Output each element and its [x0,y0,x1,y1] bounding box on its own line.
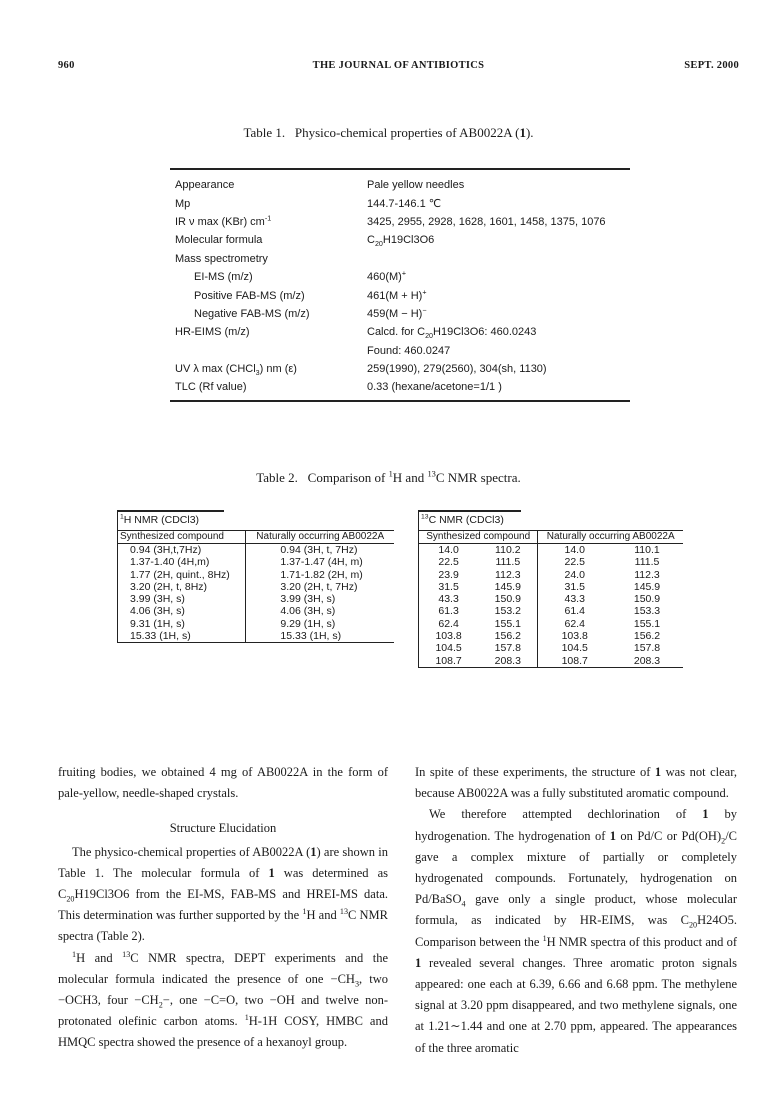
h-natural-cell: 4.06 (3H, s) [280,605,336,618]
c-natural-cell: 103.8 [561,630,588,643]
c-synth-cell: 156.2 [478,630,538,642]
h-synth-cell: 3.99 (3H, s) [118,593,246,605]
table1-row [170,342,630,360]
h-natural-cell: 1.71-1.82 (2H, m) [280,568,363,581]
h-natural-cell: 3.20 (2H, t, 7Hz) [280,580,358,593]
c-nmr-row [419,544,684,557]
c-synth-cell: 153.2 [478,605,538,617]
c-synth-cell: 108.7 [419,655,479,668]
table1-row [170,176,630,194]
c-synth-cell: 43.3 [419,593,479,605]
c-natural-cell: 150.9 [633,593,661,606]
c-natural-cell: 61.4 [564,605,585,618]
table1-property: TLC (Rf value) [175,381,247,394]
c-nmr-row [419,655,684,668]
c-col-synth: Synthesized compound [419,531,538,544]
right-column [415,762,737,1059]
c-natural-cell: 145.9 [633,580,661,593]
c-nmr-row [419,630,684,642]
c-nmr-row [419,556,684,568]
table1-value: Found: 460.0247 [367,344,451,357]
table1-row [170,360,630,378]
c-synth-cell: 111.5 [478,556,538,568]
issue-date: SEPT. 2000 [684,60,739,71]
c-natural-cell: 112.3 [634,568,660,581]
c-synth-cell: 14.0 [419,544,479,557]
c-synth-cell: 145.9 [478,581,538,593]
h-natural-cell: 9.29 (1H, s) [280,617,336,630]
c-natural-cell: 24.0 [564,568,585,581]
c-nmr-title: $^{13}$C NMR (CDCl3) [418,510,521,530]
right-paragraph-2: We therefore attempted dechlorination of 1 by hydrogenation. The hydrogenation of 1 on Pd/C or $Pd(OH)_2/C$ gave a complex mixture of partially or completely hydrogenated compounds. Fortunately, hydrogenation on Pd/BaSO$_4$ gave only a single product, whose molecular formula, as indicated by HR-EIMS, was $C_{20}H24O5$. Comparison between the $^1$H NMR spectra of this product and of 1 revealed several changes. Three aromatic proton signals appeared: one each at 6.39, 6.66 and 6.68 ppm. The methylene signal at 3.20 ppm disappeared, and two methylene signals, one at 1.21∼1.44 and one at 2.70 ppm, appeared. The appearances of the three aromatic [415,807,737,1055]
h-synth-cell: 4.06 (3H, s) [118,605,246,617]
left-paragraph-3: $^1$H and $^{13}$C NMR spectra, DEPT experiments and the molecular formula indicated the presence of one $-CH_3$, two −OCH3, four $-CH_2-$, one −C=O, two −OH and twelve non-protonated olefinic carbon atoms. $^1$H-1H COSY, HMBC and HMQC spectra showed the presence of a hexanoyl group. [58,949,388,1050]
h-synth-cell: 0.94 (3H,t,7Hz) [118,544,246,557]
c-synth-cell: 61.3 [419,605,479,617]
c-natural-cell: 111.5 [634,556,660,569]
c-nmr-row [419,605,684,617]
c-natural-cell: 110.1 [634,544,660,556]
h-synth-cell: 1.77 (2H, quint., 8Hz) [118,569,246,581]
h-col-synth: Synthesized compound [118,531,246,544]
table1-value: 461(M + H)+ [367,287,427,302]
c-synth-cell: 110.2 [478,544,538,557]
c-natural-cell: 208.3 [611,655,683,668]
table1-property: EI-MS (m/z) [194,271,253,284]
c-natural-cell: 22.5 [564,556,585,569]
c-synth-cell: 31.5 [419,581,479,593]
table1-property: UV λ max (CHCl$_3$) nm (ε) [175,363,297,378]
c-synth-cell: 112.3 [478,569,538,581]
table1-property: IR ν max (KBr) $cm^{-1}$ [175,214,272,228]
c-natural-cell: 157.8 [633,642,661,655]
table1-value: 144.7-146.1 ℃ [367,198,442,211]
table1-property: Mp [175,197,191,210]
table2-13c-nmr [418,510,683,668]
table1-row [170,194,630,212]
section-heading: Structure Elucidation [169,821,277,836]
table1-value: Calcd. for $C_{20}H19Cl3O6$: 460.0243 [367,326,537,341]
c-natural-cell: 43.3 [564,593,585,606]
table1-property: HR-EIMS (m/z) [175,326,250,339]
h-synth-cell: 9.31 (1H, s) [118,618,246,630]
page-number: 960 [58,60,75,71]
c-natural-cell: 155.1 [633,617,661,630]
table1-value: 259(1990), 279(2560), 304(sh, 1130) [367,363,547,376]
c-natural-cell: 153.3 [633,605,661,618]
table1-property: Positive FAB-MS (m/z) [194,289,305,302]
table1-property: Molecular formula [175,234,263,247]
table1-row [170,213,630,231]
c-synth-cell: 208.3 [478,655,538,668]
c-natural-cell: 156.2 [633,630,661,643]
table1-value: Pale yellow needles [367,179,465,192]
c-synth-cell: 104.5 [419,642,479,654]
h-nmr-row [118,569,395,581]
h-nmr-row [118,605,395,617]
c-nmr-row [419,618,684,630]
h-synth-cell: 3.20 (2H, t, 8Hz) [118,581,246,593]
c-natural-cell: 31.5 [564,580,585,593]
table1-property: Negative FAB-MS (m/z) [194,307,310,320]
c-natural-cell: 108.7 [538,655,611,668]
table1-value: 459(M − H)− [367,306,427,320]
table1-caption: Table 1. Physico-chemical properties of AB0022A (1). [243,125,534,140]
c-synth-cell: 62.4 [419,618,479,630]
c-col-natural: Naturally occurring AB0022A [538,531,683,544]
table1-value: $C_{20}H19Cl3O6$ [367,234,435,249]
h-nmr-row [118,630,395,643]
c-synth-cell: 150.9 [478,593,538,605]
c-natural-cell: 62.4 [564,617,585,630]
journal-title: THE JOURNAL OF ANTIBIOTICS [312,60,485,71]
c-synth-cell: 22.5 [419,556,479,568]
c-natural-cell: 14.0 [564,544,585,556]
table2-1h-nmr [117,510,394,643]
h-nmr-row [118,544,395,557]
table1-row [170,286,630,304]
h-synth-cell: 1.37-1.40 (4H,m) [118,556,246,568]
table1-row [170,305,630,323]
left-column [58,762,388,1054]
c-synth-cell: 155.1 [478,618,538,630]
h-natural-cell: 3.99 (3H, s) [280,593,336,606]
left-paragraph-2: The physico-chemical properties of AB0022A (1) are shown in Table 1. The molecular formula of 1 was determined as $C_{20}H19Cl3O6$ from the EI-MS, FAB-MS and HREI-MS data. This determination was further supported by the $^1$H and $^{13}$C NMR spectra (Table 2). [58,844,389,944]
table1-physicochemical-properties [170,168,630,402]
c-nmr-row [419,581,684,593]
table1-row [170,378,630,396]
h-nmr-title: $^1$H NMR (CDCl3) [117,510,224,530]
table1-row [170,268,630,286]
table1-row [170,231,630,249]
table1-property: Mass spectrometry [175,252,268,265]
h-natural-cell: 15.33 (1H, s) [246,630,394,643]
table2-caption: Table 2. Comparison of $^1$H and $^{13}$C NMR spectra. [256,468,521,485]
running-header [58,60,739,76]
h-synth-cell: 15.33 (1H, s) [118,630,246,643]
h-col-natural: Naturally occurring AB0022A [246,531,394,544]
h-natural-cell: 1.37-1.47 (4H, m) [280,556,363,569]
h-nmr-row [118,618,395,630]
h-nmr-row [118,593,395,605]
table1-value: 460(M)+ [367,269,407,284]
c-synth-cell: 103.8 [419,630,479,642]
right-paragraph-1: In spite of these experiments, the structure of 1 was not clear, because AB0022A was a fully substituted aromatic compound. [415,765,737,801]
table1-row [170,323,630,341]
c-nmr-row [419,593,684,605]
table1-property: Appearance [175,179,235,192]
c-nmr-row [419,642,684,654]
c-natural-cell: 104.5 [561,642,588,655]
h-nmr-row [118,581,395,593]
left-paragraph-1: fruiting bodies, we obtained 4 mg of AB0022A in the form of pale-yellow, needle-shaped crystals. [58,765,388,801]
table1-row [170,250,630,268]
h-natural-cell: 0.94 (3H, t, 7Hz) [280,544,358,556]
c-synth-cell: 157.8 [478,642,538,654]
c-nmr-row [419,569,684,581]
c-synth-cell: 23.9 [419,569,479,581]
table1-value: 3425, 2955, 2928, 1628, 1601, 1458, 1375, 1076 [367,215,606,228]
h-nmr-row [118,556,395,568]
table1-value: 0.33 (hexane/acetone=1/1 ) [367,381,502,394]
